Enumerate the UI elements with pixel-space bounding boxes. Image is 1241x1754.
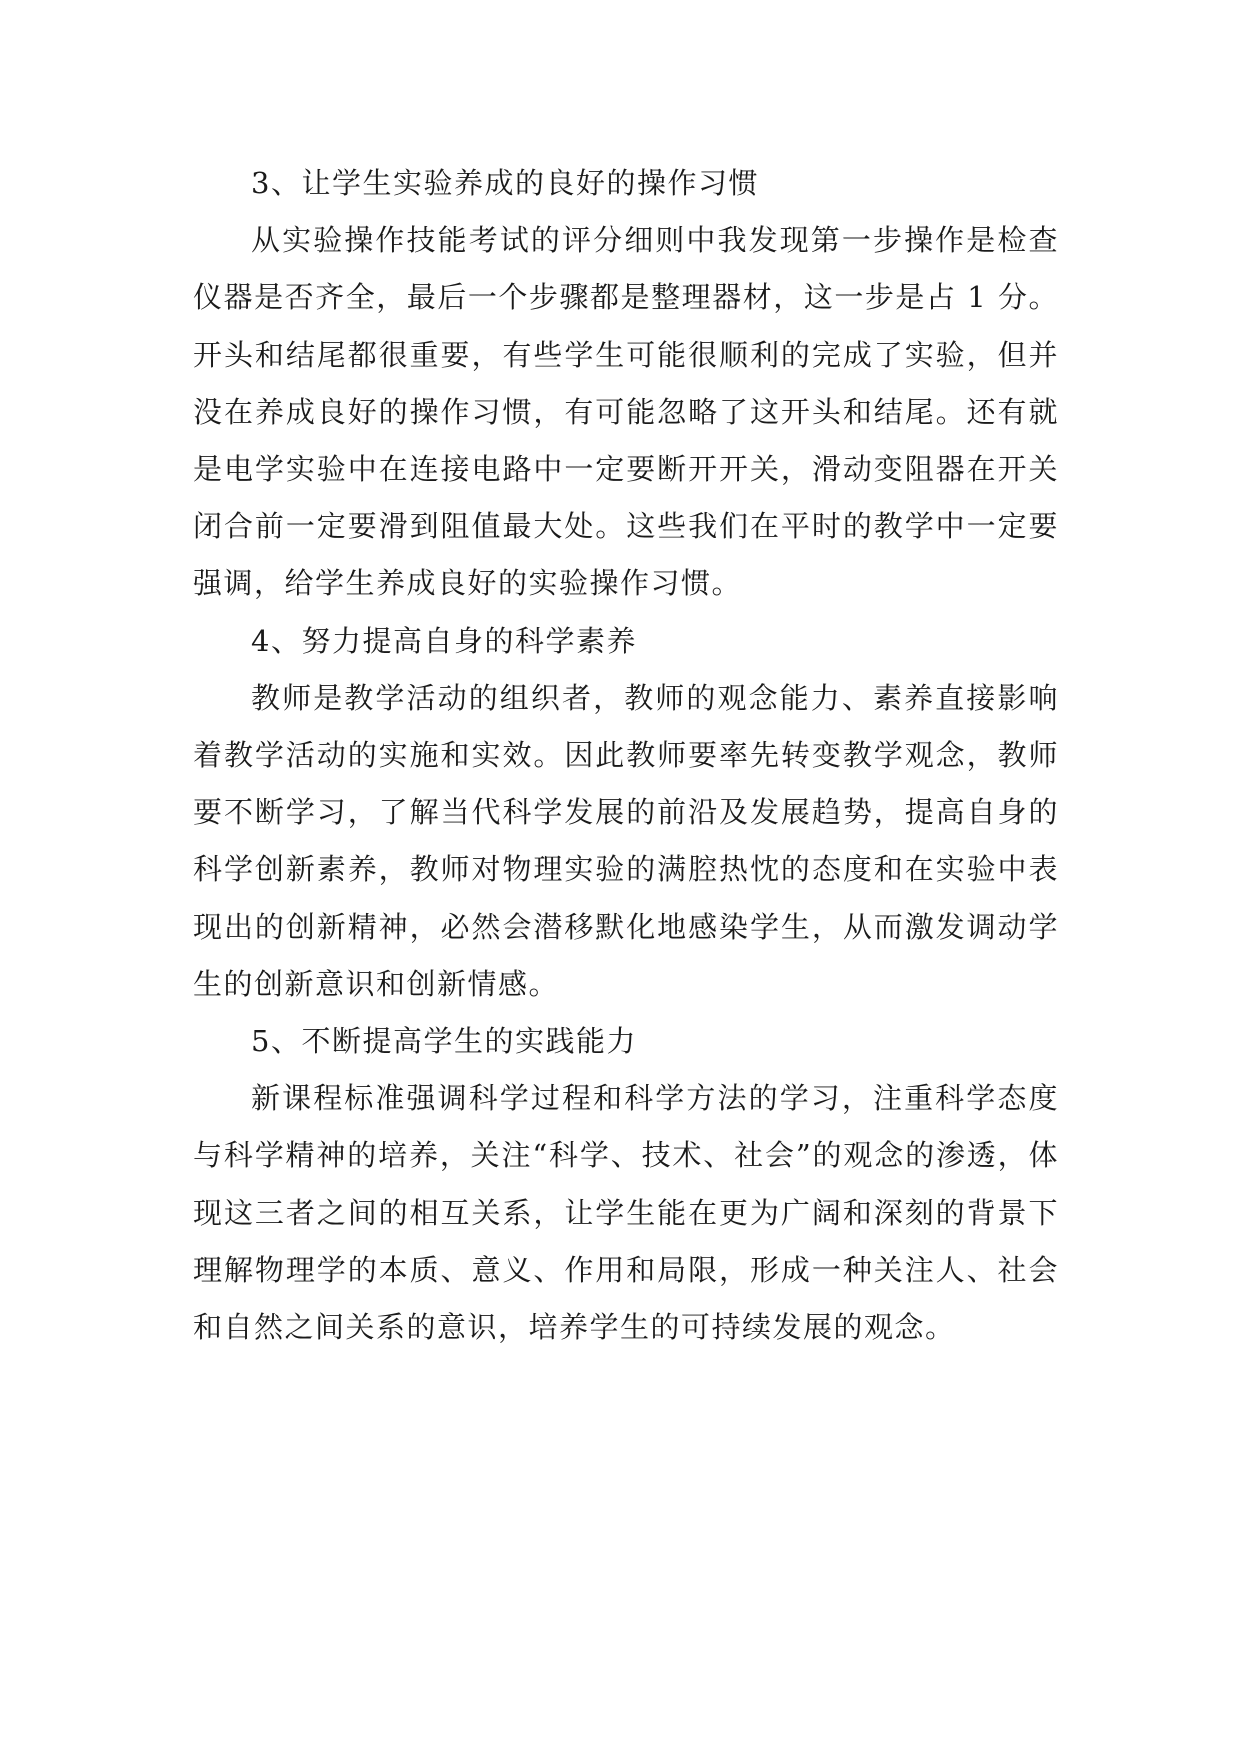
section-heading-4: 4、努力提高自身的科学素养: [251, 623, 637, 658]
section-heading-3: 3、让学生实验养成的良好的操作习惯: [251, 166, 759, 200]
paragraph-practice-ability: 新课程标准强调科学过程和科学方法的学习，注重科学态度与科学精神的培养，关注“科学、技术、社会”的观念的渗透，体现这三者之间的相互关系，让学生能在更为广阔和深刻的背景下理解物理学的本质、意义、作用和局限，形成一种关注人、社会和自然之间关系的意识，培养学生的可持续发展的观念。: [193, 1081, 1059, 1345]
paragraph-teacher-literacy: 教师是教学活动的组织者，教师的观念能力、素养直接影响着教学活动的实施和实效。因此教师要率先转变教学观念，教师要不断学习，了解当代科学发展的前沿及发展趋势，提高自身的科学创新素养，教师对物理实验的满腔热忱的态度和在实验中表现出的创新精神，必然会潜移默化地感染学生，从而激发调动学生的创新意识和创新情感。: [193, 680, 1059, 1001]
section-heading-5: 5、不断提高学生的实践能力: [251, 1024, 637, 1059]
paragraph-operation-habits: 从实验操作技能考试的评分细则中我发现第一步操作是检查仪器是否齐全，最后一个步骤都是整理器材，这一步是占 1 分。开头和结尾都很重要，有些学生可能很顺利的完成了实验，但并没在养成良好的操作习惯，有可能忽略了这开头和结尾。还有就是电学实验中在连接电路中一定要断开开关，滑动变阻器在开关闭合前一定要滑到阻值最大处。这些我们在平时的教学中一定要强调，给学生养成良好的实验操作习惯。: [193, 223, 1059, 601]
document-body: [193, 155, 1059, 1356]
